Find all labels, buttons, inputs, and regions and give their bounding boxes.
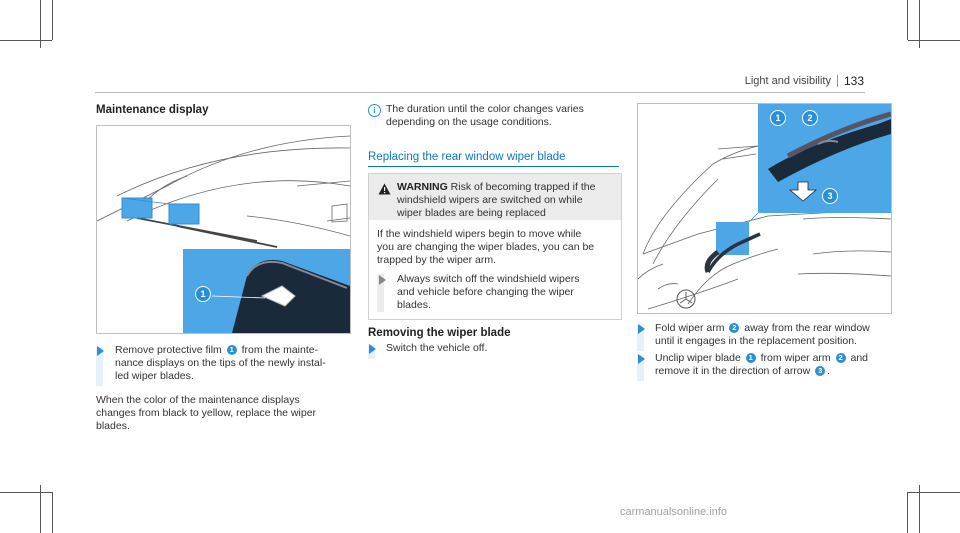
warning-step-line: blades. (397, 299, 431, 311)
warning-line: Risk of becoming trapped if the (450, 181, 596, 193)
step-text: from wiper arm (760, 352, 831, 364)
step-text: led wiper blades. (115, 370, 194, 382)
step-text: Unclip wiper blade (655, 352, 741, 364)
header-divider (837, 75, 838, 87)
crop-mark (907, 492, 908, 533)
callout-3: 3 (815, 366, 825, 376)
crop-mark (52, 0, 53, 40)
watermark: carmanualsonline.info (620, 506, 728, 518)
note-line: depending on the usage conditions. (386, 116, 552, 128)
rear-window-figure (637, 103, 892, 314)
warning-line: windshield wipers are switched on while (397, 194, 583, 206)
step-text: until it engages in the replacement position. (655, 335, 857, 347)
step-text: from the mainte- (241, 344, 319, 356)
step-text: and (850, 352, 869, 364)
figure-callout-1: 1 (770, 110, 786, 126)
callout-1: 1 (227, 345, 237, 355)
step-arrow-icon (638, 324, 645, 334)
section-title: Light and visibility (744, 75, 831, 87)
crop-mark (908, 492, 960, 493)
step-arrow-icon (638, 354, 645, 364)
warning-line: wiper blades are being replaced (397, 207, 546, 219)
warning-body-line: you are changing the wiper blades, you can be (377, 241, 595, 253)
maintenance-paragraph (96, 394, 351, 433)
step-switch-off: Switch the vehicle off. (386, 342, 488, 354)
para-line: blades. (96, 420, 130, 432)
warning-box (368, 173, 622, 320)
step-text: Remove protective film (115, 344, 222, 356)
warning-text (397, 181, 617, 220)
callout-1: 1 (746, 353, 756, 363)
page-number: 133 (843, 74, 864, 88)
step-text: remove it in the direction of arrow (655, 365, 811, 377)
step-text: . (827, 365, 831, 377)
info-icon: i (368, 104, 381, 117)
warning-step-arrow-icon (379, 275, 386, 285)
para-line: changes from black to yellow, replace the wiper (96, 407, 317, 419)
figure-callout-2: 2 (802, 110, 818, 126)
step-arrow-icon (369, 344, 376, 354)
crop-mark (0, 40, 52, 41)
step-remove-film (115, 344, 355, 383)
step-text: Fold wiper arm (655, 322, 725, 334)
callout-2: 2 (729, 323, 739, 333)
step-text: away from the rear window (744, 322, 870, 334)
warning-body (377, 228, 617, 267)
figure-callout-1: 1 (195, 286, 211, 302)
crop-mark (908, 40, 960, 41)
warning-body-line: trapped by the wiper arm. (377, 254, 497, 266)
warning-triangle-icon (378, 183, 391, 195)
crop-mark (907, 0, 908, 40)
step-text: nance displays on the tips of the newly instal- (115, 357, 326, 369)
crop-mark (52, 492, 53, 533)
crop-mark (0, 492, 52, 493)
step-unclip-blade (655, 352, 895, 378)
warning-step-line: Always switch off the windshield wipers (397, 273, 580, 285)
para-line: When the color of the maintenance displays (96, 394, 300, 406)
windshield-illustration (97, 126, 350, 333)
warning-title: WARNING (397, 181, 448, 193)
maintenance-display-heading: Maintenance display (96, 104, 209, 116)
warning-body-line: If the windshield wipers begin to move while (377, 228, 582, 240)
note-line: The duration until the color changes varies (386, 103, 584, 115)
replacing-wiper-heading: Replacing the rear window wiper blade (368, 151, 619, 167)
warning-step (397, 273, 617, 312)
windshield-figure (96, 125, 351, 334)
rear-window-illustration (638, 104, 891, 313)
step-arrow-icon (97, 346, 104, 356)
figure-callout-3: 3 (822, 188, 838, 204)
callout-2: 2 (836, 353, 846, 363)
info-note (386, 103, 626, 129)
removing-wiper-heading: Removing the wiper blade (368, 327, 511, 339)
header-rule (95, 92, 865, 93)
running-header (745, 74, 864, 88)
step-fold-arm (655, 322, 895, 348)
warning-step-line: and vehicle before changing the wiper (397, 286, 574, 298)
